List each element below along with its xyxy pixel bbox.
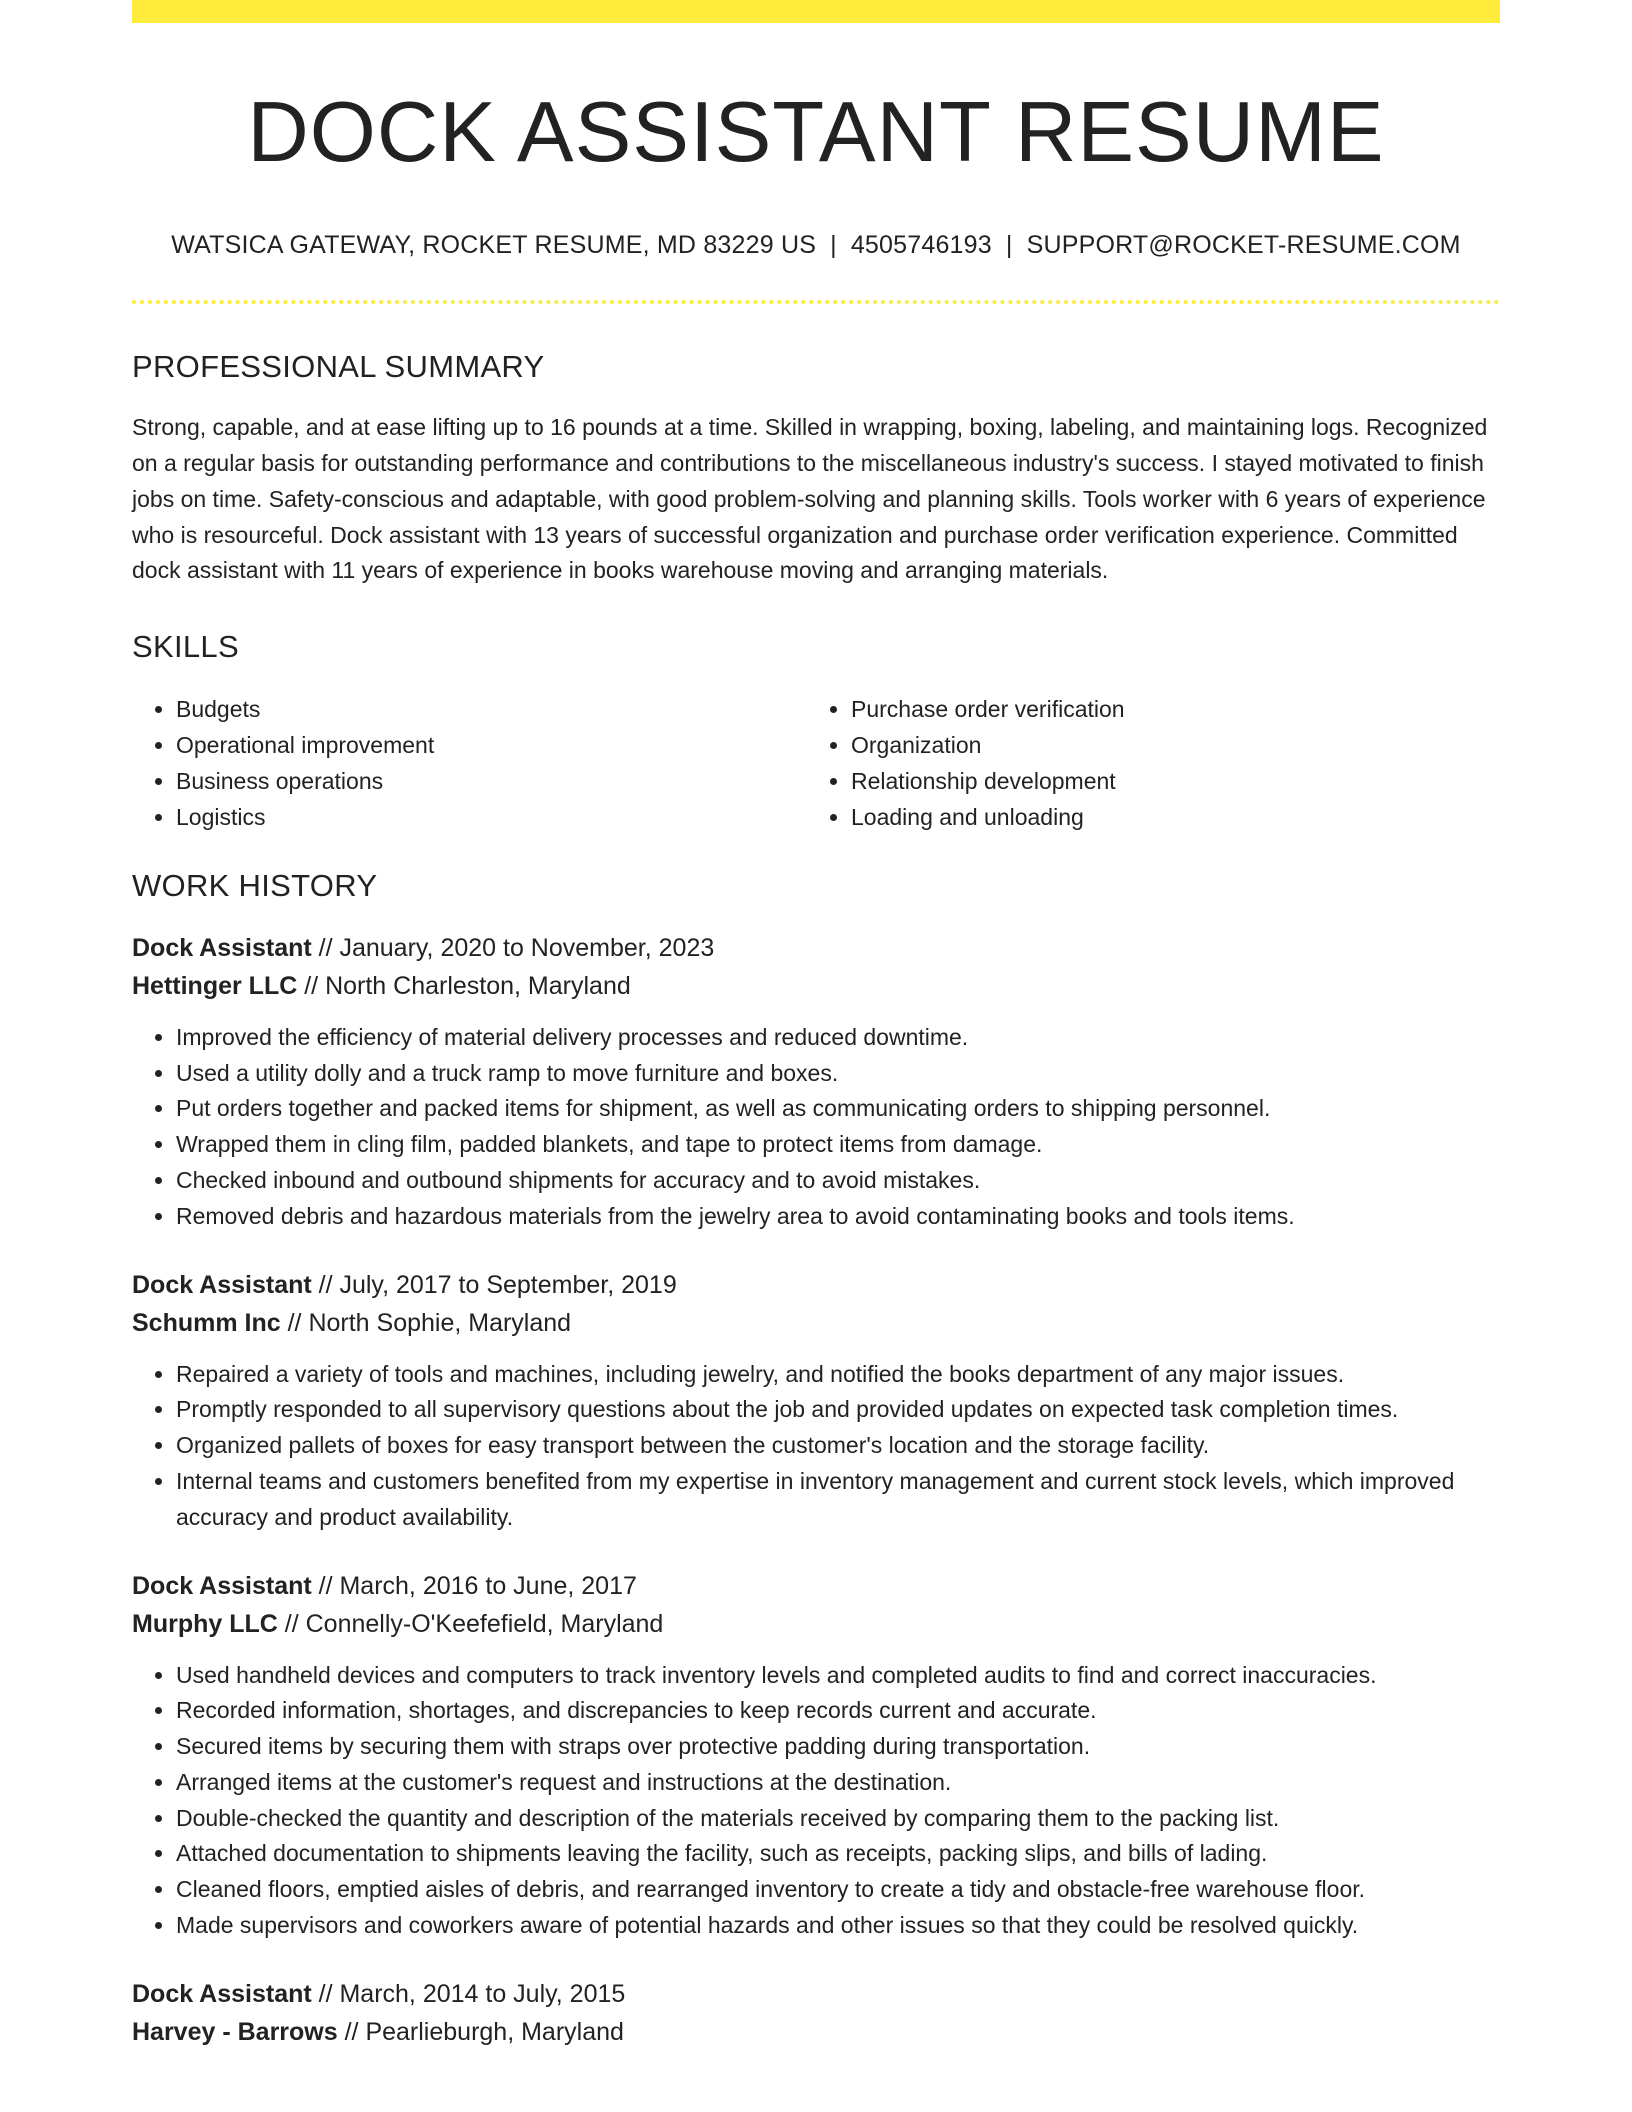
skill-item: • Budgets (176, 692, 807, 728)
job-duty: • Recorded information, shortages, and discrepancies to keep records current and accurate. (176, 1693, 1500, 1729)
job-duties (132, 1658, 1500, 1944)
job-company: Schumm Inc (132, 1309, 281, 1338)
summary-text: Strong, capable, and at ease lifting up to 16 pounds at a time. Skilled in wrapping, boxing, labeling, and maintaining logs. Recognized on a regular basis for outstanding performance and contributions to the miscellaneous industry's success. I stayed motivated to finish jobs on time. Safety-conscious and adaptable, with good problem-solving and planning skills. Tools worker with 6 years of experience who is resourceful. Dock assistant with 13 years of successful organization and purchase order verification experience. Committed dock assistant with 11 years of experience in books warehouse moving and arranging materials. (132, 414, 1488, 584)
job-duty: • Put orders together and packed items for shipment, as well as communicating orders to shipping personnel. (176, 1091, 1500, 1127)
contact-line (132, 230, 1500, 260)
skill-item: • Loading and unloading (851, 800, 1482, 836)
job-duty: • Made supervisors and coworkers aware of potential hazards and other issues so that they could be resolved quickly. (176, 1908, 1500, 1944)
job-duty: • Attached documentation to shipments leaving the facility, such as receipts, packing slips, and bills of lading. (176, 1836, 1500, 1872)
skills-list (132, 692, 1500, 835)
job-duty: • Arranged items at the customer's request and instructions at the destination. (176, 1765, 1500, 1801)
skills-heading: SKILLS (132, 629, 239, 665)
job-role: Dock Assistant (132, 1571, 312, 1600)
contact-separator: | (1005, 231, 1013, 259)
job-duties (132, 1020, 1500, 1235)
job-duty: • Checked inbound and outbound shipments for accuracy and to avoid mistakes. (176, 1163, 1500, 1199)
job-location: // North Sophie, Maryland (280, 1309, 572, 1338)
job-duty: • Repaired a variety of tools and machines, including jewelry, and notified the books department of any major issues. (176, 1357, 1500, 1393)
resume-title: DOCK ASSISTANT RESUME (247, 85, 1385, 180)
skills-column-left (132, 692, 807, 835)
job-location: // Connelly-O'Keefefield, Maryland (277, 1610, 664, 1638)
job-duty: • Wrapped them in cling film, padded blankets, and tape to protect items from damage. (176, 1127, 1500, 1163)
job-entry (132, 1975, 1500, 2052)
job-entry (132, 1266, 1500, 1536)
job-entry (132, 1567, 1500, 1944)
job-company: Harvey - Barrows (132, 2018, 338, 2047)
job-duty: • Promptly responded to all supervisory questions about the job and provided updates on expected task completion times. (176, 1392, 1500, 1428)
job-company-line (132, 1304, 1500, 1343)
job-role-line (132, 1975, 1500, 2014)
job-company-line (132, 1605, 1500, 1644)
job-entry (132, 929, 1500, 1235)
skill-item: • Business operations (176, 764, 807, 800)
job-dates: // March, 2016 to June, 2017 (311, 1571, 637, 1600)
contact-email: SUPPORT@ROCKET-RESUME.COM (1026, 231, 1461, 259)
job-duty: • Cleaned floors, emptied aisles of debris, and rearranged inventory to create a tidy and obstacle-free warehouse floor. (176, 1872, 1500, 1908)
contact-phone: 4505746193 (850, 231, 992, 259)
summary-heading: PROFESSIONAL SUMMARY (132, 349, 545, 384)
job-duty: • Internal teams and customers benefited from my expertise in inventory management and current stock levels, which improved accuracy and product availability. (176, 1464, 1500, 1536)
skill-item: • Organization (851, 728, 1482, 764)
job-role-line (132, 1567, 1500, 1606)
contact-address: WATSICA GATEWAY, ROCKET RESUME, MD 83229 US (171, 231, 817, 259)
job-company: Hettinger LLC (132, 972, 298, 1001)
job-dates: // July, 2017 to September, 2019 (311, 1270, 677, 1299)
skill-item: • Operational improvement (176, 728, 807, 764)
job-duty: • Organized pallets of boxes for easy transport between the customer's location and the storage facility. (176, 1428, 1500, 1464)
skill-item: • Logistics (176, 800, 807, 836)
job-role-line (132, 1266, 1500, 1305)
job-duty: • Used handheld devices and computers to track inventory levels and completed audits to find and correct inaccuracies. (176, 1658, 1500, 1694)
job-company: Murphy LLC (132, 1610, 278, 1638)
work-history-heading: WORK HISTORY (132, 867, 378, 903)
job-location: // North Charleston, Maryland (297, 972, 631, 1001)
job-company-line (132, 2013, 1500, 2052)
skills-column-right (807, 692, 1482, 835)
job-role: Dock Assistant (132, 933, 312, 962)
skill-item: • Purchase order verification (851, 692, 1482, 728)
job-duty: • Improved the efficiency of material delivery processes and reduced downtime. (176, 1020, 1500, 1056)
job-location: // Pearlieburgh, Maryland (337, 2018, 624, 2047)
job-duty: • Double-checked the quantity and description of the materials received by comparing them to the packing list. (176, 1801, 1500, 1837)
job-role-line (132, 929, 1500, 968)
contact-separator: | (830, 231, 837, 259)
dotted-divider (132, 300, 1500, 304)
job-company-line (132, 967, 1500, 1006)
job-duties (132, 1357, 1500, 1536)
job-duty: • Removed debris and hazardous materials from the jewelry area to avoid contaminating books and tools items. (176, 1199, 1500, 1235)
job-duty: • Secured items by securing them with straps over protective padding during transportation. (176, 1729, 1500, 1765)
resume-page (132, 0, 1500, 2052)
job-role: Dock Assistant (132, 1979, 312, 2008)
job-dates: // March, 2014 to July, 2015 (311, 1979, 626, 2008)
top-accent-bar (132, 0, 1500, 23)
job-dates: // January, 2020 to November, 2023 (311, 933, 715, 962)
job-duty: • Used a utility dolly and a truck ramp to move furniture and boxes. (176, 1056, 1500, 1092)
job-role: Dock Assistant (132, 1270, 312, 1299)
skill-item: • Relationship development (851, 764, 1482, 800)
